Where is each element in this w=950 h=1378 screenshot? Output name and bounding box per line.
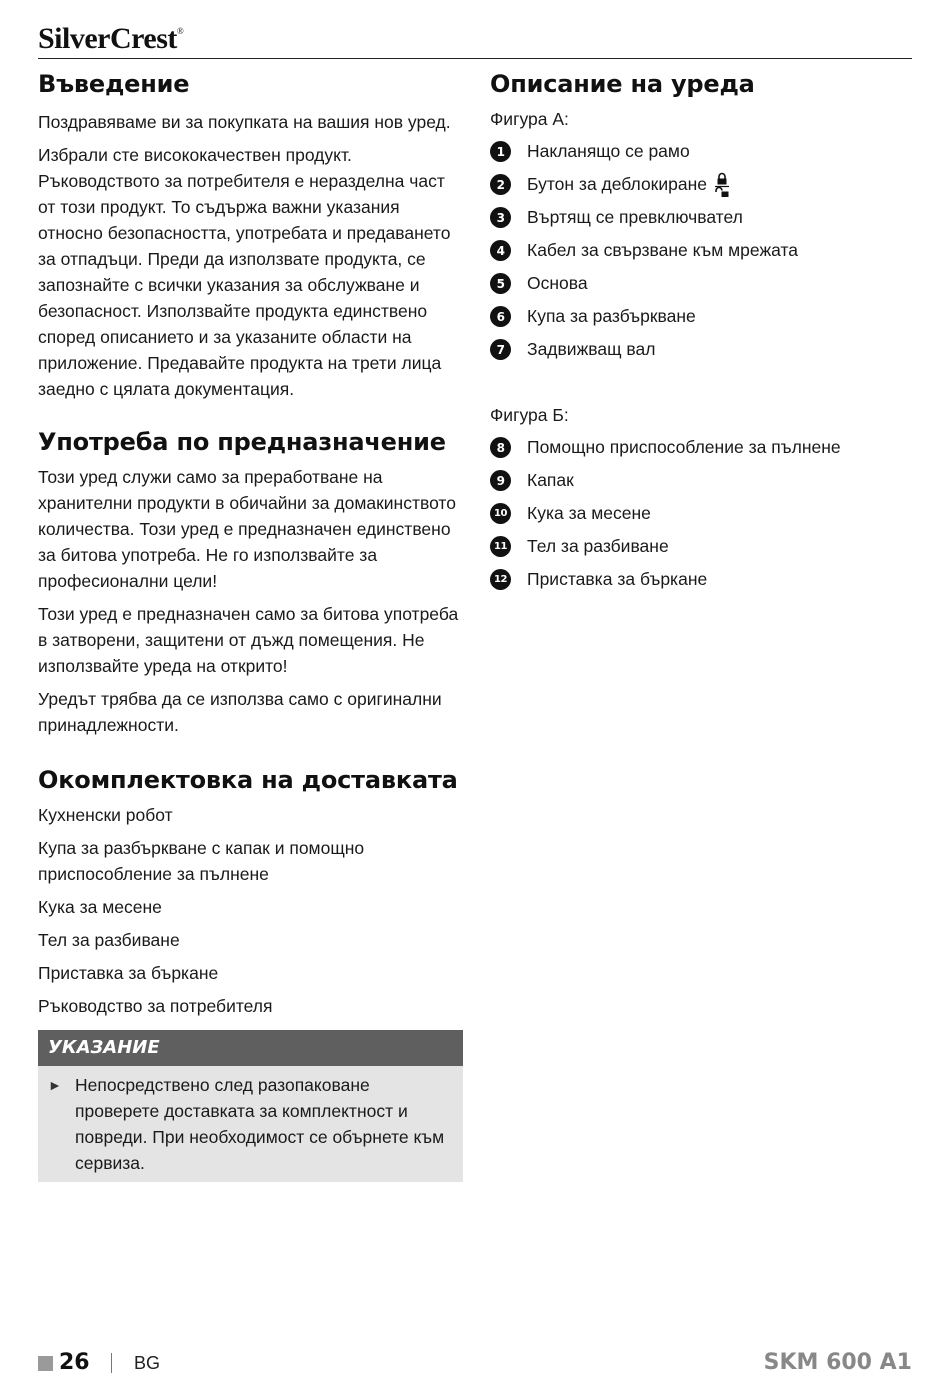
page-number: 26 <box>59 1350 90 1375</box>
delivery-heading: Окомплектовка на доставката <box>38 766 458 794</box>
list-item: 11 Тел за разбиване <box>490 530 915 563</box>
list-item: 3 Въртящ се превключвател <box>490 201 915 234</box>
list-item: 12 Приставка за бъркане <box>490 563 915 596</box>
brand-logo: SilverCrest® <box>38 22 184 55</box>
delivery-item: Тел за разбиване <box>38 930 180 950</box>
list-item: 1 Накланящо се рамо <box>490 135 915 168</box>
number-badge: 12 <box>490 569 511 590</box>
intro-heading: Въведение <box>38 70 190 98</box>
figure-b-label: Фигура Б: <box>490 405 569 425</box>
right-column <box>490 66 915 596</box>
list-item: 2 Бутон за деблокиране <box>490 168 915 201</box>
list-item: 6 Купа за разбъркване <box>490 300 915 333</box>
left-column <box>38 66 463 1182</box>
page-footer <box>38 1350 912 1378</box>
note-title: УКАЗАНИЕ <box>38 1030 463 1066</box>
unlock-icon <box>713 172 731 198</box>
number-badge: 4 <box>490 240 511 261</box>
number-badge: 9 <box>490 470 511 491</box>
figure-a-list <box>490 135 915 366</box>
delivery-item: Кухненски робот <box>38 805 173 825</box>
number-badge: 8 <box>490 437 511 458</box>
figure-b-list <box>490 431 915 596</box>
delivery-item: Ръководство за потребителя <box>38 996 273 1016</box>
number-badge: 10 <box>490 503 511 524</box>
arrow-icon: ► <box>48 1077 62 1093</box>
note-content <box>38 1066 463 1182</box>
number-badge: 5 <box>490 273 511 294</box>
figure-a-label: Фигура А: <box>490 109 569 129</box>
use-paragraph-3: Уредът трябва да се използва само с оригинални принадлежности. <box>38 689 442 735</box>
list-item: 7 Задвижващ вал <box>490 333 915 366</box>
note-box <box>38 1030 463 1182</box>
model-name: SKM 600 A1 <box>763 1350 912 1375</box>
header-rule <box>38 58 912 59</box>
number-badge: 6 <box>490 306 511 327</box>
footer-divider <box>111 1353 112 1373</box>
list-item: 10 Кука за месене <box>490 497 915 530</box>
number-badge: 3 <box>490 207 511 228</box>
delivery-item: Приставка за бъркане <box>38 963 219 983</box>
number-badge: 1 <box>490 141 511 162</box>
use-paragraph-1: Този уред служи само за преработване на хранителни продукти в обичайни за домакинството количества. Този уред е предназначен единствено за битова употреба. Не го използвайте за професионални цели! <box>38 467 456 591</box>
use-heading: Употреба по предназначение <box>38 428 446 456</box>
list-item: 8 Помощно приспособление за пълнене <box>490 431 915 464</box>
delivery-item: Кука за месене <box>38 897 162 917</box>
square-icon <box>38 1356 53 1371</box>
intro-paragraph-2: Избрали сте висококачествен продукт. Ръководството за потребителя е неразделна част от този продукт. То съдържа важни указания относно безопасността, употребата и предаването за отпадъци. Преди да използвате продукта, се запознайте с всички указания за обслужване и безопасност. Използвайте продукта единствено според описанието и за указаните области на приложение. Предавайте продукта на трети лица заедно с цялата документация. <box>38 145 451 399</box>
use-paragraph-2: Този уред е предназначен само за битова употреба в затворени, защитени от дъжд помещения. Не използвайте уреда на открито! <box>38 604 459 676</box>
note-text: Непосредствено след разопаковане проверете доставката за комплектност и повреди. При необходимост се обърнете към сервиза. <box>75 1075 445 1173</box>
number-badge: 11 <box>490 536 511 557</box>
list-item: 5 Основа <box>490 267 915 300</box>
number-badge: 7 <box>490 339 511 360</box>
number-badge: 2 <box>490 174 511 195</box>
description-heading: Описание на уреда <box>490 70 755 98</box>
list-item: 4 Кабел за свързване към мрежата <box>490 234 915 267</box>
language-code: BG <box>134 1353 161 1373</box>
list-item: 9 Капак <box>490 464 915 497</box>
intro-paragraph-1: Поздравяваме ви за покупката на вашия нов уред. <box>38 112 451 132</box>
delivery-item: Купа за разбъркване с капак и помощно приспособление за пълнене <box>38 838 365 884</box>
